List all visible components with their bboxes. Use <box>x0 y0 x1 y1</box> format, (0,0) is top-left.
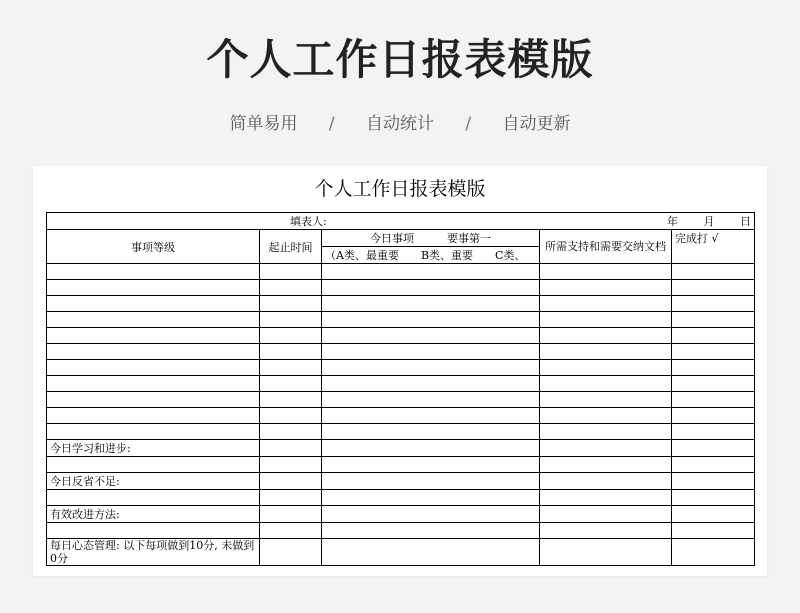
item-cell[interactable] <box>322 473 540 490</box>
done-cell[interactable] <box>672 408 755 424</box>
date-year-label: 年 <box>667 215 679 228</box>
improvement-label: 有效改进方法: <box>47 506 260 523</box>
support-cell[interactable] <box>540 506 672 523</box>
level-cell[interactable] <box>47 264 260 280</box>
done-cell[interactable] <box>672 523 755 539</box>
table-row <box>47 408 755 424</box>
table-row <box>47 280 755 296</box>
learning-row <box>47 440 755 457</box>
support-cell[interactable] <box>540 408 672 424</box>
done-cell[interactable] <box>672 360 755 376</box>
date-fields <box>645 213 751 229</box>
done-cell[interactable] <box>672 296 755 312</box>
done-cell[interactable] <box>672 440 755 457</box>
separator: / <box>465 114 472 134</box>
date-month-label: 月 <box>703 215 715 228</box>
item-cell[interactable] <box>322 312 540 328</box>
column-header-done: 完成打 √ <box>672 230 755 264</box>
support-cell[interactable] <box>540 523 672 539</box>
time-cell[interactable] <box>260 424 322 440</box>
time-cell[interactable] <box>260 376 322 392</box>
support-cell[interactable] <box>540 539 672 566</box>
time-cell[interactable] <box>260 440 322 457</box>
item-cell[interactable] <box>322 539 540 566</box>
done-cell[interactable] <box>672 473 755 490</box>
item-cell[interactable] <box>322 523 540 539</box>
level-cell[interactable] <box>47 457 260 473</box>
time-cell[interactable] <box>260 539 322 566</box>
table-row <box>47 376 755 392</box>
level-cell[interactable] <box>47 296 260 312</box>
level-cell[interactable] <box>47 328 260 344</box>
support-cell[interactable] <box>540 312 672 328</box>
daily-report-table <box>46 212 755 566</box>
item-cell[interactable] <box>322 296 540 312</box>
support-cell[interactable] <box>540 457 672 473</box>
support-cell[interactable] <box>540 424 672 440</box>
level-cell[interactable] <box>47 490 260 506</box>
table-row <box>47 312 755 328</box>
time-cell[interactable] <box>260 490 322 506</box>
table-row <box>47 392 755 408</box>
item-cell[interactable] <box>322 264 540 280</box>
item-cell[interactable] <box>322 328 540 344</box>
column-header-today-items-classes: （A类、最重要 B类、重要 C类、 <box>322 247 540 264</box>
feature-auto-stats: 自动统计 <box>366 114 434 134</box>
support-cell[interactable] <box>540 490 672 506</box>
feature-tagline <box>0 112 800 136</box>
support-cell[interactable] <box>540 376 672 392</box>
done-cell[interactable] <box>672 264 755 280</box>
separator: / <box>328 114 335 134</box>
time-cell[interactable] <box>260 360 322 376</box>
item-cell[interactable] <box>322 392 540 408</box>
time-cell[interactable] <box>260 457 322 473</box>
table-row <box>47 424 755 440</box>
mood-label: 每日心态管理: 以下每项做到10分, 未做到0分 <box>47 539 260 566</box>
filler-label: 填表人: <box>290 215 327 228</box>
done-cell[interactable] <box>672 539 755 566</box>
level-cell[interactable] <box>47 523 260 539</box>
table-row <box>47 360 755 376</box>
level-cell[interactable] <box>47 360 260 376</box>
time-cell[interactable] <box>260 473 322 490</box>
item-cell[interactable] <box>322 360 540 376</box>
column-header-support: 所需支持和需要交纳文档 <box>540 230 672 264</box>
level-cell[interactable] <box>47 392 260 408</box>
done-cell[interactable] <box>672 280 755 296</box>
time-cell[interactable] <box>260 392 322 408</box>
time-cell[interactable] <box>260 312 322 328</box>
reflection-label: 今日反省不足: <box>47 473 260 490</box>
done-cell[interactable] <box>672 376 755 392</box>
table-row <box>47 490 755 506</box>
table-row <box>47 328 755 344</box>
filler-cell[interactable] <box>47 213 755 230</box>
item-cell[interactable] <box>322 408 540 424</box>
done-cell[interactable] <box>672 490 755 506</box>
level-cell[interactable] <box>47 280 260 296</box>
item-cell[interactable] <box>322 506 540 523</box>
header-row-1 <box>47 230 755 247</box>
time-cell[interactable] <box>260 264 322 280</box>
done-cell[interactable] <box>672 328 755 344</box>
filler-row <box>47 213 755 230</box>
item-cell[interactable] <box>322 457 540 473</box>
time-cell[interactable] <box>260 296 322 312</box>
column-header-level: 事项等级 <box>47 230 260 264</box>
time-cell[interactable] <box>260 328 322 344</box>
learning-label: 今日学习和进步: <box>47 440 260 457</box>
item-cell[interactable] <box>322 424 540 440</box>
table-row <box>47 296 755 312</box>
done-cell[interactable] <box>672 392 755 408</box>
support-cell[interactable] <box>540 392 672 408</box>
support-cell[interactable] <box>540 296 672 312</box>
date-day-label: 日 <box>740 215 752 228</box>
done-cell[interactable] <box>672 506 755 523</box>
support-cell[interactable] <box>540 440 672 457</box>
support-cell[interactable] <box>540 473 672 490</box>
support-cell[interactable] <box>540 280 672 296</box>
support-cell[interactable] <box>540 360 672 376</box>
level-cell[interactable] <box>47 408 260 424</box>
time-cell[interactable] <box>260 506 322 523</box>
item-cell[interactable] <box>322 376 540 392</box>
time-cell[interactable] <box>260 344 322 360</box>
support-cell[interactable] <box>540 344 672 360</box>
report-sheet <box>33 166 767 576</box>
table-row <box>47 457 755 473</box>
level-cell[interactable] <box>47 344 260 360</box>
table-row <box>47 344 755 360</box>
reflection-row <box>47 473 755 490</box>
item-cell[interactable] <box>322 490 540 506</box>
done-cell[interactable] <box>672 457 755 473</box>
level-cell[interactable] <box>47 312 260 328</box>
level-cell[interactable] <box>47 424 260 440</box>
item-cell[interactable] <box>322 280 540 296</box>
feature-auto-update: 自动更新 <box>502 114 571 134</box>
item-cell[interactable] <box>322 440 540 457</box>
column-header-time: 起止时间 <box>260 230 322 264</box>
feature-easy: 简单易用 <box>229 114 298 134</box>
item-cell[interactable] <box>322 344 540 360</box>
time-cell[interactable] <box>260 408 322 424</box>
improvement-row <box>47 506 755 523</box>
page-title: 个人工作日报表模版 <box>206 35 594 84</box>
done-cell[interactable] <box>672 424 755 440</box>
time-cell[interactable] <box>260 280 322 296</box>
support-cell[interactable] <box>540 264 672 280</box>
table-row <box>47 523 755 539</box>
level-cell[interactable] <box>47 376 260 392</box>
done-cell[interactable] <box>672 312 755 328</box>
done-cell[interactable] <box>672 344 755 360</box>
column-header-today-items: 今日事项 要事第一 <box>322 230 540 247</box>
sheet-title: 个人工作日报表模版 <box>314 178 486 200</box>
table-row <box>47 264 755 280</box>
time-cell[interactable] <box>260 523 322 539</box>
support-cell[interactable] <box>540 328 672 344</box>
mood-row <box>47 539 755 566</box>
